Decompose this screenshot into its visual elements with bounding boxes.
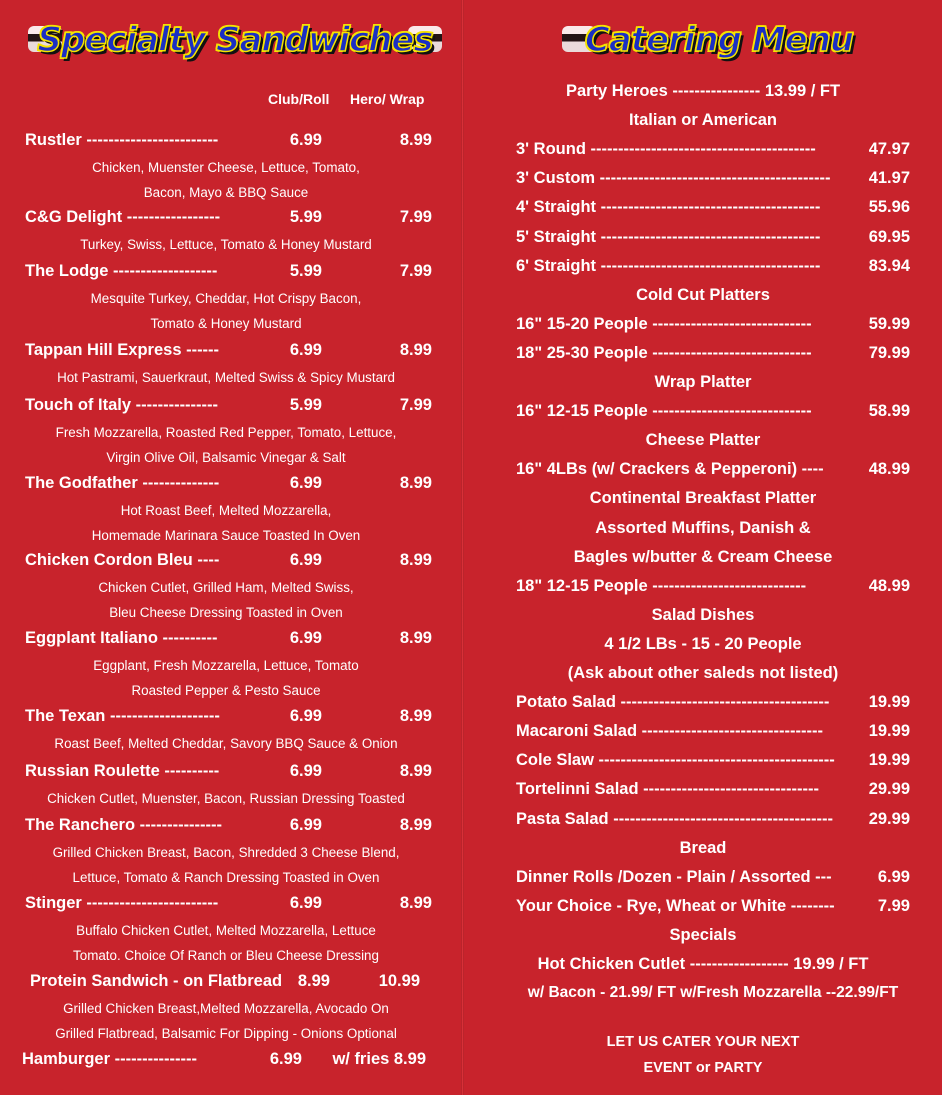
catering-item-price: 58.99 [868, 402, 910, 420]
footer-line: EVENT or PARTY [643, 1060, 763, 1076]
sandwich-name: The Ranchero --------------- [25, 816, 223, 834]
catering-heading: (Ask about other saleds not listed) [567, 664, 839, 682]
catering-heading: Bread [679, 839, 727, 857]
catering-item-price: 55.96 [868, 198, 910, 216]
sandwich-description: Homemade Marinara Sauce Toasted In Oven [91, 528, 361, 543]
sandwich-item [0, 707, 462, 734]
sandwich-item [0, 396, 462, 423]
catering-item-label: 6' Straight ---------------------------------------- [516, 257, 821, 275]
sandwich-name: Chicken Cordon Bleu ---- [25, 551, 220, 569]
sandwich-description: Tomato & Honey Mustard [150, 316, 302, 331]
price-hero-wrap: w/ fries 8.99 [332, 1050, 426, 1068]
catering-item-label: 18" 12-15 People ---------------------------- [516, 577, 807, 595]
price-club-roll: 5.99 [289, 262, 322, 280]
sandwich-description: Roast Beef, Melted Cheddar, Savory BBQ Sauce & Onion [54, 736, 398, 751]
catering-item-label: 16" 15-20 People ----------------------------- [516, 315, 812, 333]
price-hero-wrap: 7.99 [399, 208, 432, 226]
catering-heading: w/ Bacon - 21.99/ FT w/Fresh Mozzarella --22.99/FT [527, 984, 899, 1001]
price-hero-wrap: 8.99 [399, 131, 432, 149]
sandwich-description: Virgin Olive Oil, Balsamic Vinegar & Salt [106, 450, 346, 465]
catering-item-label: Potato Salad -------------------------------------- [516, 693, 830, 711]
sandwich-description: Bacon, Mayo & BBQ Sauce [143, 185, 309, 200]
catering-heading: Bagles w/butter & Cream Cheese [573, 548, 833, 566]
sandwich-description: Grilled Chicken Breast,Melted Mozzarella, Avocado On [63, 1001, 389, 1016]
sandwich-name: The Godfather -------------- [25, 474, 220, 492]
catering-heading: Italian or American [629, 111, 777, 129]
sandwich-item [0, 262, 462, 289]
sandwich-item [0, 894, 462, 921]
sandwich-description: Tomato. Choice Of Ranch or Bleu Cheese Dressing [73, 948, 379, 963]
sandwich-item [0, 341, 462, 368]
catering-item-label: 3' Custom ------------------------------------------ [516, 169, 831, 187]
sandwich-description: Fresh Mozzarella, Roasted Red Pepper, Tomato, Lettuce, [55, 425, 397, 440]
catering-item-price: 47.97 [868, 140, 910, 158]
price-club-roll: 6.99 [289, 816, 322, 834]
sandwich-item [0, 972, 462, 999]
specialty-sandwiches-panel [0, 0, 462, 1095]
sandwich-description: Roasted Pepper & Pesto Sauce [131, 683, 321, 698]
sandwich-description: Chicken Cutlet, Grilled Ham, Melted Swiss, [98, 580, 354, 595]
sandwich-name: Rustler ------------------------ [25, 131, 219, 149]
catering-item-price: 19.99 [868, 751, 910, 769]
price-club-roll: 6.99 [289, 474, 322, 492]
catering-heading: Salad Dishes [651, 606, 755, 624]
price-club-roll: 8.99 [297, 972, 330, 990]
sandwich-name: Eggplant Italiano ---------- [25, 629, 218, 647]
sandwich-item [0, 208, 462, 235]
price-hero-wrap: 7.99 [399, 396, 432, 414]
sandwich-name: The Lodge ------------------- [25, 262, 218, 280]
sandwich-name: Stinger ------------------------ [25, 894, 219, 912]
price-hero-wrap: 8.99 [399, 629, 432, 647]
sandwich-item [0, 1050, 462, 1077]
sandwich-item [0, 131, 462, 158]
sandwich-description: Chicken, Muenster Cheese, Lettuce, Tomato, [92, 160, 360, 175]
sandwich-description: Eggplant, Fresh Mozzarella, Lettuce, Tomato [93, 658, 359, 673]
catering-heading: 4 1/2 LBs - 15 - 20 People [604, 635, 802, 653]
price-hero-wrap: 8.99 [399, 894, 432, 912]
catering-menu-banner [554, 14, 884, 66]
sandwich-item [0, 762, 462, 789]
catering-item-price: 41.97 [868, 169, 910, 187]
price-club-roll: 6.99 [289, 762, 322, 780]
catering-item-price: 83.94 [868, 257, 910, 275]
sandwich-description: Mesquite Turkey, Cheddar, Hot Crispy Bacon, [90, 291, 362, 306]
sandwich-item [0, 816, 462, 843]
catering-heading: Party Heroes ---------------- 13.99 / FT [565, 82, 841, 100]
price-club-roll: 6.99 [289, 131, 322, 149]
sandwich-description: Grilled Chicken Breast, Bacon, Shredded 3 Cheese Blend, [52, 845, 400, 860]
panel-title: Specialty Sandwiches [37, 20, 433, 60]
catering-item-label: Your Choice - Rye, Wheat or White -------- [516, 897, 835, 915]
price-club-roll: 6.99 [289, 629, 322, 647]
catering-heading: Wrap Platter [654, 373, 752, 391]
catering-item-label: 18" 25-30 People ----------------------------- [516, 344, 812, 362]
sandwich-item [0, 551, 462, 578]
sandwich-description: Hot Pastrami, Sauerkraut, Melted Swiss & Spicy Mustard [57, 370, 395, 385]
catering-heading: Assorted Muffins, Danish & [595, 519, 811, 537]
price-hero-wrap: 8.99 [399, 707, 432, 725]
catering-item-price: 6.99 [877, 868, 910, 886]
price-club-roll: 6.99 [289, 707, 322, 725]
sandwich-description: Chicken Cutlet, Muenster, Bacon, Russian Dressing Toasted [47, 791, 405, 806]
column-header-club-roll: Club/Roll [268, 91, 330, 107]
price-hero-wrap: 7.99 [399, 262, 432, 280]
sandwich-description: Hot Roast Beef, Melted Mozzarella, [120, 503, 332, 518]
price-club-roll: 6.99 [289, 551, 322, 569]
price-hero-wrap: 8.99 [399, 551, 432, 569]
catering-heading: Hot Chicken Cutlet ------------------ 19.99 / FT [537, 955, 869, 973]
catering-heading: Specials [669, 926, 737, 944]
sandwich-description: Grilled Flatbread, Balsamic For Dipping - Onions Optional [55, 1026, 397, 1041]
catering-item-price: 79.99 [868, 344, 910, 362]
catering-heading: Cold Cut Platters [636, 286, 770, 304]
price-club-roll: 6.99 [269, 1050, 302, 1068]
specialty-sandwiches-banner [20, 14, 450, 66]
catering-item-price: 48.99 [868, 460, 910, 478]
sandwich-name: Hamburger --------------- [22, 1050, 198, 1068]
catering-item-price: 48.99 [868, 577, 910, 595]
catering-item-label: Macaroni Salad --------------------------------- [516, 722, 823, 740]
catering-item-price: 69.95 [868, 228, 910, 246]
footer-line: LET US CATER YOUR NEXT [606, 1034, 800, 1050]
catering-item-label: 4' Straight ---------------------------------------- [516, 198, 821, 216]
price-hero-wrap: 10.99 [378, 972, 420, 990]
catering-item-label: 16" 12-15 People ----------------------------- [516, 402, 812, 420]
sandwich-name: Protein Sandwich - on Flatbread [30, 972, 283, 990]
sandwich-description: Bleu Cheese Dressing Toasted in Oven [109, 605, 343, 620]
sandwich-item [0, 629, 462, 656]
sandwich-item [0, 474, 462, 501]
catering-item-price: 59.99 [868, 315, 910, 333]
catering-item-price: 29.99 [868, 780, 910, 798]
price-hero-wrap: 8.99 [399, 816, 432, 834]
catering-item-label: Tortelinni Salad -------------------------------- [516, 780, 819, 798]
catering-item-label: Cole Slaw ------------------------------------------- [516, 751, 835, 769]
sandwich-name: Touch of Italy --------------- [25, 396, 219, 414]
catering-item-price: 19.99 [868, 722, 910, 740]
price-club-roll: 6.99 [289, 894, 322, 912]
price-hero-wrap: 8.99 [399, 474, 432, 492]
catering-item-price: 19.99 [868, 693, 910, 711]
catering-heading: Continental Breakfast Platter [589, 489, 817, 507]
price-club-roll: 5.99 [289, 208, 322, 226]
catering-item-price: 29.99 [868, 810, 910, 828]
sandwich-name: Tappan Hill Express ------ [25, 341, 220, 359]
price-club-roll: 5.99 [289, 396, 322, 414]
price-hero-wrap: 8.99 [399, 762, 432, 780]
column-header-hero-wrap: Hero/ Wrap [350, 91, 425, 107]
sandwich-name: C&G Delight ----------------- [25, 208, 221, 226]
catering-heading: Cheese Platter [645, 431, 761, 449]
sandwich-description: Lettuce, Tomato & Ranch Dressing Toasted in Oven [72, 870, 380, 885]
catering-item-label: Dinner Rolls /Dozen - Plain / Assorted --- [516, 868, 832, 886]
price-hero-wrap: 8.99 [399, 341, 432, 359]
catering-item-label: 16" 4LBs (w/ Crackers & Pepperoni) ---- [516, 460, 824, 478]
sandwich-name: The Texan -------------------- [25, 707, 220, 725]
sandwich-name: Russian Roulette ---------- [25, 762, 220, 780]
sandwich-description: Buffalo Chicken Cutlet, Melted Mozzarella, Lettuce [76, 923, 376, 938]
catering-item-label: 3' Round ----------------------------------------- [516, 140, 816, 158]
price-club-roll: 6.99 [289, 341, 322, 359]
panel-title: Catering Menu [584, 20, 854, 60]
sandwich-description: Turkey, Swiss, Lettuce, Tomato & Honey Mustard [80, 237, 372, 252]
catering-item-label: Pasta Salad ---------------------------------------- [516, 810, 834, 828]
catering-item-label: 5' Straight ---------------------------------------- [516, 228, 821, 246]
catering-menu-panel [464, 0, 942, 1095]
catering-item-price: 7.99 [877, 897, 910, 915]
